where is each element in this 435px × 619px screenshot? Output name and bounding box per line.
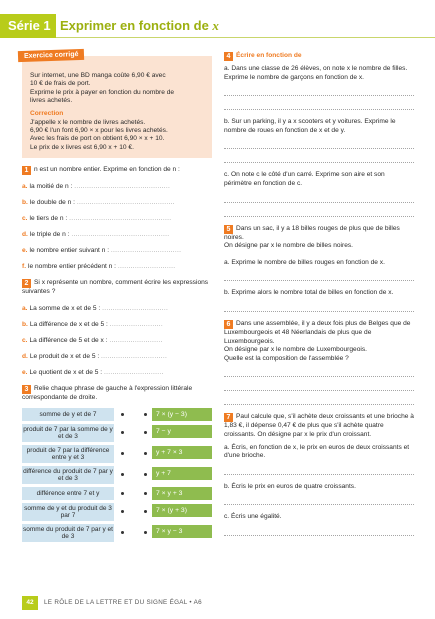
match-dot[interactable] <box>144 431 147 434</box>
item-text: le nombre entier suivant n : <box>29 247 110 255</box>
item-letter: c. <box>22 215 28 223</box>
footer-text: LE RÔLE DE LA LETTRE ET DU SIGNE ÉGAL • A6 <box>44 599 202 606</box>
item-text: La différence de 5 et de x : <box>29 336 108 344</box>
page-header <box>0 0 435 44</box>
exercise-number: 4 <box>224 52 233 61</box>
corrige-statement: livres achetés. <box>30 97 73 105</box>
item-letter: b. <box>22 199 28 207</box>
exercise-3-heading <box>22 385 212 403</box>
corrige-statement: Exprime le prix à payer en fonction du nombre de <box>30 88 175 96</box>
answer-dots: ............................................. <box>74 183 171 191</box>
answer-dots: ......................... <box>109 320 163 328</box>
match-dot[interactable] <box>144 413 147 416</box>
match-dot[interactable] <box>144 531 147 534</box>
answer-line[interactable] <box>224 465 414 475</box>
answer-dots: .............................................. <box>76 199 175 207</box>
answer-dots: ................................. <box>110 247 182 255</box>
match-right-item[interactable]: 7 × (y − 3) <box>152 408 212 421</box>
match-dot[interactable] <box>144 473 147 476</box>
exercise-item[interactable] <box>22 304 212 313</box>
answer-line[interactable] <box>224 271 414 281</box>
exercise-text: On désigne par x le nombre de Luxembourgeois. <box>224 346 367 354</box>
question-b: b. Écris le prix en euros de quatre croissants. <box>224 482 356 490</box>
exercise-title: Écrire en fonction de <box>236 52 302 59</box>
page-number: 42 <box>22 596 38 610</box>
exercise-5-heading <box>224 225 414 251</box>
match-dot[interactable] <box>121 452 124 455</box>
match-left-item[interactable]: différence entre 7 et y <box>22 487 114 500</box>
item-text: le tiers de n : <box>29 215 68 223</box>
item-text: le double de n : <box>29 199 75 207</box>
question-b: b. Exprime alors le nombre total de billes en fonction de x. <box>224 289 394 297</box>
exercise-item[interactable] <box>22 230 212 239</box>
match-right-item[interactable]: y + 7 × 3 <box>152 446 212 459</box>
item-letter: f. <box>22 263 27 271</box>
exercise-number: 5 <box>224 225 233 234</box>
answer-line[interactable] <box>224 495 414 505</box>
match-left-item[interactable]: produit de 7 par la différence entre y et 3 <box>22 445 114 463</box>
correction-line: 6,90 € l'un font 6,90 × x pour les livres achetés. <box>30 127 168 135</box>
page-title <box>60 14 219 38</box>
exercise-text: n est un nombre entier. Exprime en fonction de n : <box>34 166 180 174</box>
item-text: Le quotient de x et de 5 : <box>29 368 103 376</box>
answer-dots: ........................... <box>117 263 176 271</box>
answer-line[interactable] <box>224 526 414 536</box>
answer-line[interactable] <box>224 367 414 377</box>
item-letter: d. <box>22 231 28 239</box>
header-rule <box>56 37 435 38</box>
question-a: a. Écris, en fonction de x, le prix en euros de deux croissants et d'une brioche. <box>224 443 410 460</box>
exercise-text: Dans une assemblée, il y a deux fois plus de Belges que de Luxembourgeois et 48 Néerlandais de plus que de Luxembourgeois. <box>224 319 411 345</box>
match-dot[interactable] <box>144 510 147 513</box>
exercise-text: Relie chaque phrase de gauche à l'expression littérale correspondante de droite. <box>22 384 193 401</box>
corrige-title: Exercice corrigé <box>18 49 85 62</box>
question-c: c. Écris une égalité. <box>224 513 282 521</box>
match-left-item[interactable]: somme de y et du produit de 3 par 7 <box>22 503 114 521</box>
exercise-item[interactable] <box>22 182 212 191</box>
answer-line[interactable] <box>224 139 414 149</box>
item-letter: e. <box>22 368 28 376</box>
match-dot[interactable] <box>121 531 124 534</box>
match-dot[interactable] <box>121 492 124 495</box>
corrige-statement: Sur internet, une BD manga coûte 6,90 € avec <box>30 72 166 79</box>
exercise-number: 1 <box>22 166 31 175</box>
answer-line[interactable] <box>224 395 414 405</box>
answer-dots: ............................... <box>101 352 168 360</box>
right-column <box>224 50 414 536</box>
exercise-item[interactable] <box>22 336 212 345</box>
answer-line[interactable] <box>224 153 414 163</box>
exercise-item[interactable] <box>22 352 212 361</box>
item-letter: b. <box>22 320 28 328</box>
match-right-item[interactable]: y + 7 <box>152 467 212 480</box>
left-column <box>22 50 212 546</box>
answer-line[interactable] <box>224 302 414 312</box>
match-dot[interactable] <box>144 492 147 495</box>
item-text: le nombre entier précédent n : <box>28 263 117 271</box>
exercise-number: 3 <box>22 385 31 394</box>
match-right-item[interactable]: 7 × y − 3 <box>152 525 212 538</box>
corrige-statement: 10 € de frais de port. <box>30 80 91 88</box>
match-right-item[interactable]: 7 × (y + 3) <box>152 504 212 517</box>
item-letter: d. <box>22 352 28 360</box>
exercise-7-heading <box>224 413 414 439</box>
item-letter: e. <box>22 247 28 255</box>
page-title-text: Exprimer en fonction de <box>60 18 213 33</box>
exercise-1-heading <box>22 166 212 175</box>
answer-dots: .............................................. <box>71 231 170 239</box>
item-letter: a. <box>22 304 28 312</box>
serie-tab: Série 1 <box>0 14 56 38</box>
exercise-text: Paul calcule que, s'il achète deux croissants et une brioche à 1,83 €, il dépense 0,47 € de plus que s'il achète quatre croissants. On désigne par x le prix d'un croissant. <box>224 413 414 438</box>
answer-line[interactable] <box>224 86 414 96</box>
match-left-item[interactable]: somme du produit de 7 par y et de 3 <box>23 525 113 541</box>
match-right-item[interactable]: 7 − y <box>152 425 212 438</box>
page-footer <box>0 596 435 619</box>
exercise-4-heading <box>224 52 414 61</box>
page-title-var: x <box>212 18 219 33</box>
answer-line[interactable] <box>224 207 414 217</box>
exercise-item[interactable] <box>22 262 212 271</box>
item-text: la moitié de n : <box>29 183 73 191</box>
question-a: a. Exprime le nombre de billes rouges en fonction de x. <box>224 258 385 266</box>
answer-line[interactable] <box>224 381 414 391</box>
question-a: a. Dans une classe de 26 élèves, on note x le nombre de filles. Exprime le nombre de garçons en fonction de x. <box>224 65 408 81</box>
exercice-corrige-box <box>22 51 212 158</box>
exercise-text: Quelle est la composition de l'assemblée ? <box>224 354 349 362</box>
correction-line: Le prix de x livres est 6,90 x + 10 €. <box>30 143 134 151</box>
answer-dots: ............................ <box>103 368 164 376</box>
match-right-item[interactable]: 7 × y + 3 <box>152 487 212 500</box>
exercise-item[interactable] <box>22 246 212 255</box>
correction-line: J'appelle x le nombre de livres achetés. <box>30 118 146 126</box>
exercise-item[interactable] <box>22 368 212 377</box>
answer-line[interactable] <box>224 193 414 203</box>
exercise-number: 2 <box>22 279 31 288</box>
exercise-number: 7 <box>224 413 233 422</box>
answer-dots: ............................... <box>102 304 169 312</box>
answer-line[interactable] <box>224 100 414 110</box>
correction-line: Avec les frais de port on obtient 6,90 × x + 10. <box>30 135 165 143</box>
exercise-text: Si x représente un nombre, comment écrire les expressions suivantes ? <box>22 279 209 296</box>
item-text: La somme de x et de 5 : <box>29 304 101 312</box>
match-dot[interactable] <box>121 510 124 513</box>
match-left-item[interactable]: produit de 7 par la somme de y et de 3 <box>23 425 113 441</box>
exercise-item[interactable] <box>22 320 212 329</box>
item-text: Le produit de x et de 5 : <box>29 352 100 360</box>
exercise-2-heading <box>22 279 212 297</box>
item-letter: a. <box>22 183 28 191</box>
answer-dots: ......................... <box>109 336 163 344</box>
exercise-text: On désigne par x le nombre de billes noires. <box>224 242 354 250</box>
match-dot[interactable] <box>121 473 124 476</box>
exercise-item[interactable] <box>22 198 212 207</box>
exercise-6-heading <box>224 320 414 363</box>
item-text: La différence de x et de 5 : <box>29 320 108 328</box>
match-dot[interactable] <box>121 431 124 434</box>
match-left-item[interactable]: somme de y et de 7 <box>22 408 114 421</box>
match-left-item[interactable]: différence du produit de 7 par y et de 3 <box>23 467 113 483</box>
match-dot[interactable] <box>121 413 124 416</box>
question-c: c. On note c le côté d'un carré. Exprime son aire et son périmètre en fonction de c. <box>224 171 385 187</box>
answer-dots: ................................................ <box>69 215 172 223</box>
question-b: b. Sur un parking, il y a x scooters et y voitures. Exprime le nombre de roues en fonction de x et de y. <box>224 118 396 134</box>
matching-exercise <box>22 408 212 546</box>
item-letter: c. <box>22 336 28 344</box>
item-text: le triple de n : <box>29 231 70 239</box>
exercise-text: Dans un sac, il y a 18 billes rouges de plus que de billes noires. <box>224 224 400 241</box>
correction-label: Correction <box>30 109 64 117</box>
exercise-item[interactable] <box>22 214 212 223</box>
exercise-number: 6 <box>224 320 233 329</box>
match-dot[interactable] <box>144 452 147 455</box>
